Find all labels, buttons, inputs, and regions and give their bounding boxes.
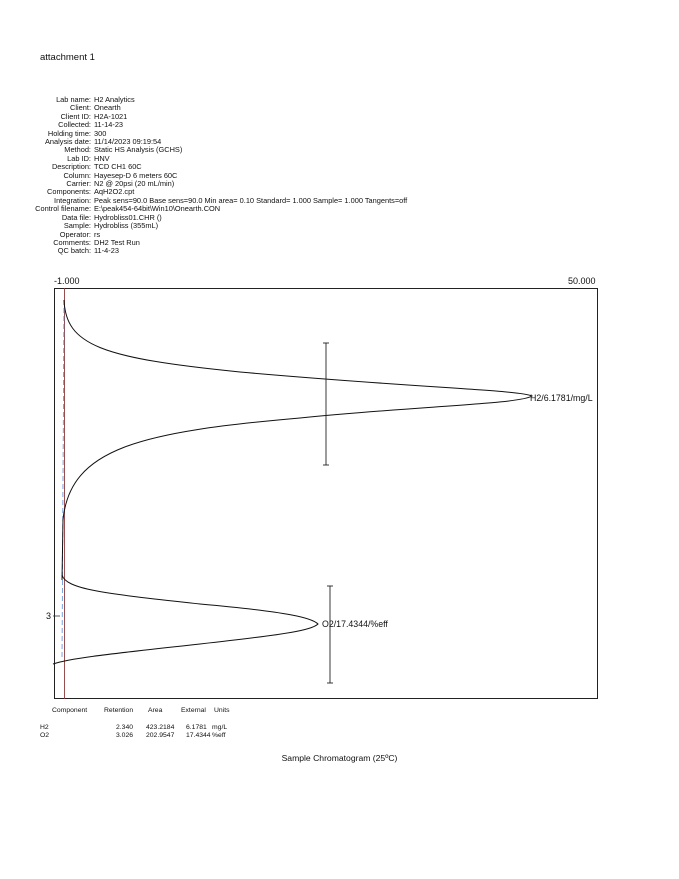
o2-peak-label: O2/17.4344/%eff [322,619,388,629]
metadata-value: DH2 Test Run [94,237,140,247]
metadata-value: H2 Analytics [94,95,135,104]
metadata-key: Sample: [63,222,91,231]
metadata-key: Description: [51,163,91,172]
metadata-value: Static HS Analysis (GCHS) [94,145,183,155]
col-component: Component [52,707,88,714]
results-cell: 202.9547 [146,732,175,739]
metadata-value: N2 @ 20psi (20 mL/min) [94,179,175,189]
results-cell: 17.4344 [186,732,211,739]
metadata-key: Lab name: [56,96,91,104]
results-cell: 423.2184 [146,724,175,731]
metadata-key: Holding time: [47,129,91,138]
metadata-value: TCD CH1 60C [94,162,142,172]
metadata-key: Control filename: [35,205,91,214]
results-row [40,724,300,732]
metadata-key: Operator: [59,230,91,239]
col-external: External [181,707,206,714]
axis-min-label: -1.000 [54,276,80,286]
metadata-value: Onearth [94,103,121,113]
metadata-value: Peak sens=90.0 Base sens=90.0 Min area= 0.10 Standard= 1.000 Sample= 1.000 Tangents=off [94,195,408,205]
metadata-value: 11-4-23 [94,246,119,256]
metadata-key: Column: [63,171,91,180]
metadata-key: Analysis date: [44,138,91,147]
retention-tick-label: 3 [46,611,52,621]
metadata-value: 11-14-23 [94,120,124,130]
results-cell: O2 [40,732,50,739]
metadata-key: Client: [70,104,91,113]
metadata-value: AqH2O2.cpt [94,187,135,197]
metadata-key: Components: [47,188,91,197]
h2-peak-label: H2/6.1781/mg/L [530,393,593,403]
results-cell: 3.026 [116,732,134,739]
metadata-value: Hydrobliss (355mL) [94,221,159,231]
attachment-label: attachment 1 [40,52,95,63]
metadata-value: H2A-1021 [94,111,128,121]
results-cell: mg/L [212,724,228,731]
axis-max-label: 50.000 [568,276,596,286]
metadata-value: Hayesep-D 6 meters 60C [94,170,178,180]
metadata-key: QC batch: [57,247,91,256]
metadata-key: Data file: [61,213,91,222]
h2-peak [62,300,532,580]
results-cell: 2.340 [116,724,134,731]
results-row [40,732,300,740]
metadata-value: Hydrobliss01.CHR () [94,212,162,222]
metadata-value: E:\peak454-64bit\Win10\Onearth.CON [94,204,221,214]
h2-integration-marker [323,343,329,465]
metadata-value: 300 [94,128,107,138]
metadata-key: Collected: [58,121,91,130]
metadata-key: Lab ID: [67,154,91,163]
results-cell: H2 [40,724,49,731]
results-table [40,724,300,740]
metadata-value: rs [94,229,101,239]
chart-caption: Sample Chromatogram (25ºC) [281,753,398,763]
metadata-value: HNV [94,153,110,163]
metadata-key: Integration: [54,196,91,205]
metadata-key: Comments: [53,238,91,247]
o2-peak [53,575,318,664]
o2-integration-marker [327,586,333,683]
col-units: Units [214,707,230,714]
metadata-key: Method: [64,146,91,155]
metadata-key: Carrier: [66,180,91,189]
results-cell: %eff [212,732,226,739]
metadata-value: 11/14/2023 09:19:54 [94,137,162,147]
results-cell: 6.1781 [186,724,207,731]
metadata-key: Client ID: [60,112,91,121]
col-area: Area [148,707,163,714]
col-retention: Retention [104,707,134,714]
